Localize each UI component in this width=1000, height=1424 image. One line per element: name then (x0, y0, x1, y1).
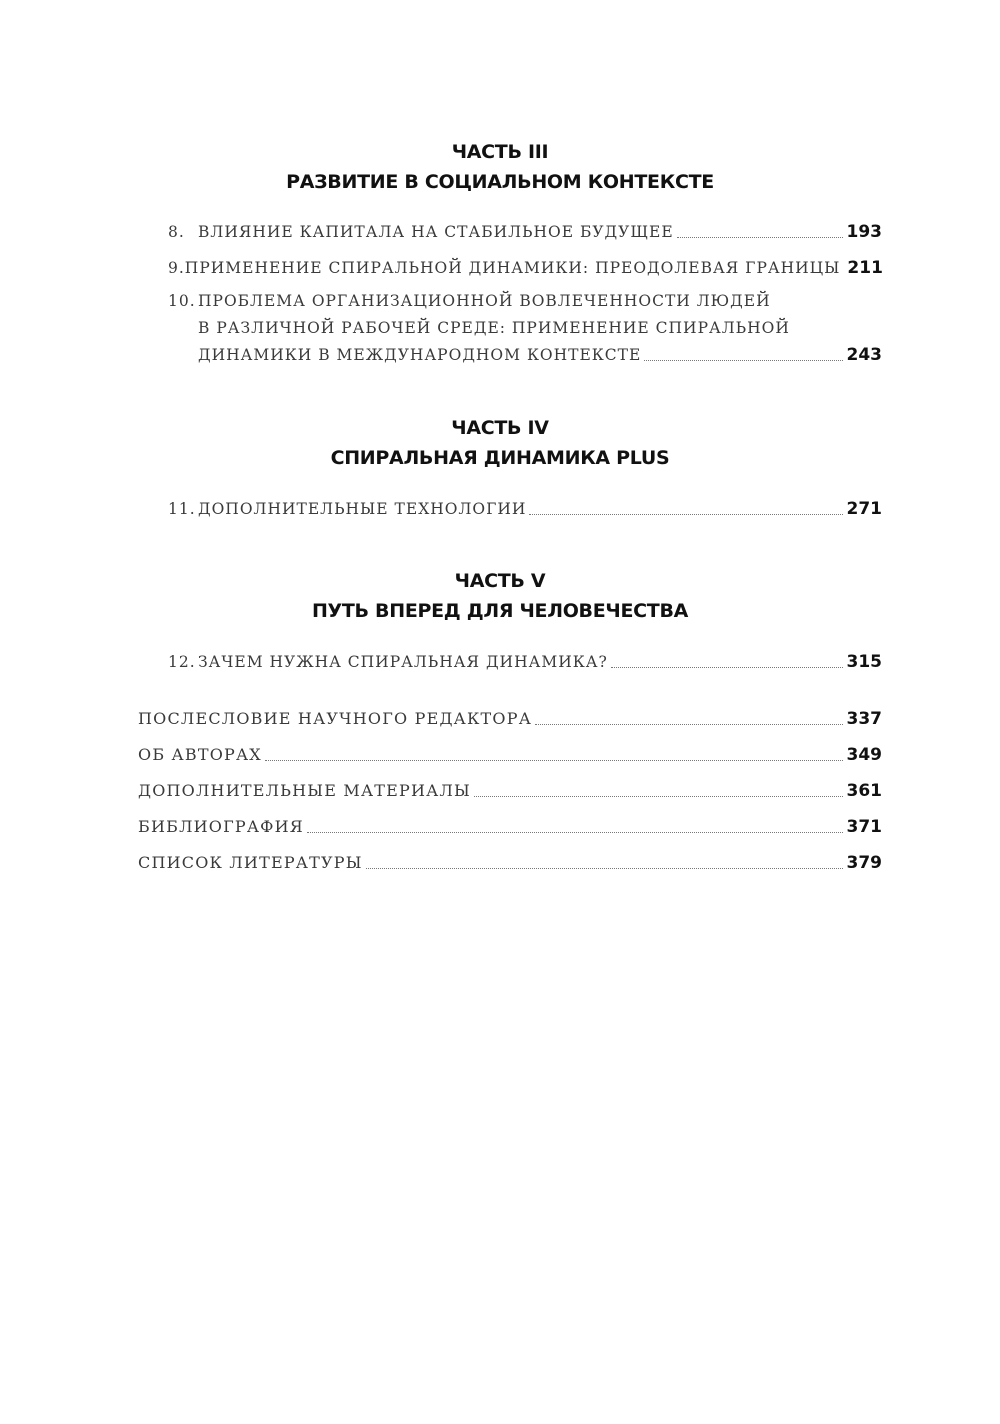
chapter-title: ВЛИЯНИЕ КАПИТАЛА НА СТАБИЛЬНОЕ БУДУЩЕЕ (198, 223, 674, 241)
part-5-title: ПУТЬ ВПЕРЕД ДЛЯ ЧЕЛОВЕЧЕСТВА (311, 600, 689, 622)
part-4-heading (0, 413, 1000, 473)
part-4-title: СПИРАЛЬНАЯ ДИНАМИКА PLUS (330, 447, 670, 469)
toc-entry-chapter-10[interactable] (168, 288, 790, 342)
part-5-label: ЧАСТЬ V (454, 570, 546, 592)
dot-leader (644, 359, 842, 361)
dot-leader (307, 831, 843, 833)
dot-leader (366, 867, 843, 869)
toc-entry-chapter-8[interactable] (168, 218, 882, 246)
chapter-number: 10. (168, 292, 196, 310)
part-3-label: ЧАСТЬ III (451, 141, 549, 163)
dot-leader (611, 666, 843, 668)
toc-entry-chapter-12[interactable] (168, 648, 882, 676)
toc-entry-chapter-11[interactable] (168, 495, 882, 523)
part-5-heading (0, 566, 1000, 626)
chapter-number: 9. (168, 259, 185, 277)
toc-entry-afterword[interactable] (138, 705, 882, 733)
entry-title: ОБ АВТОРАХ (138, 745, 262, 764)
dot-leader (265, 759, 843, 761)
chapter-title-line-3: ДИНАМИКИ В МЕЖДУНАРОДНОМ КОНТЕКСТЕ (198, 346, 642, 364)
chapter-number: 12. (168, 653, 196, 671)
chapter-title-line-1 (168, 288, 771, 315)
part-3-title: РАЗВИТИЕ В СОЦИАЛЬНОМ КОНТЕКСТЕ (286, 171, 714, 193)
chapter-title-line-2: В РАЗЛИЧНОЙ РАБОЧЕЙ СРЕДЕ: ПРИМЕНЕНИЕ СПИРАЛЬНОЙ (198, 319, 790, 337)
chapter-title: ПРИМЕНЕНИЕ СПИРАЛЬНОЙ ДИНАМИКИ: ПРЕОДОЛЕВАЯ ГРАНИЦЫ (184, 259, 841, 277)
toc-entry-about-authors[interactable] (138, 741, 882, 769)
toc-entry-chapter-10-last-line[interactable] (198, 341, 882, 369)
chapter-title: ЗАЧЕМ НУЖНА СПИРАЛЬНАЯ ДИНАМИКА? (198, 653, 608, 671)
dot-leader (474, 795, 843, 797)
toc-entry-chapter-9[interactable] (168, 254, 882, 282)
entry-title: ДОПОЛНИТЕЛЬНЫЕ МАТЕРИАЛЫ (138, 781, 471, 800)
chapter-title: ДОПОЛНИТЕЛЬНЫЕ ТЕХНОЛОГИИ (198, 500, 527, 518)
page-number: 371 (846, 817, 882, 837)
toc-entry-bibliography[interactable] (138, 813, 882, 841)
page-number: 193 (846, 222, 882, 242)
part-4-label: ЧАСТЬ IV (451, 417, 549, 439)
page-number: 349 (846, 745, 882, 765)
page-number: 243 (846, 345, 882, 365)
part-3-heading (0, 137, 1000, 197)
chapter-number: 8. (168, 223, 185, 241)
page-number: 379 (846, 853, 882, 873)
dot-leader (529, 513, 842, 515)
dot-leader (677, 236, 843, 238)
entry-title: ПОСЛЕСЛОВИЕ НАУЧНОГО РЕДАКТОРА (138, 709, 533, 728)
page-number: 271 (846, 499, 882, 519)
entry-title: СПИСОК ЛИТЕРАТУРЫ (138, 853, 363, 872)
chapter-title-text-1: ПРОБЛЕМА ОРГАНИЗАЦИОННОЙ ВОВЛЕЧЕННОСТИ ЛЮДЕЙ (198, 292, 771, 310)
chapter-number: 11. (168, 500, 196, 518)
page-number: 361 (846, 781, 882, 801)
page-number: 211 (847, 258, 883, 278)
entry-title: БИБЛИОГРАФИЯ (138, 817, 304, 836)
page-number: 315 (846, 652, 882, 672)
toc-entry-additional-materials[interactable] (138, 777, 882, 805)
toc-entry-references[interactable] (138, 849, 882, 877)
dot-leader (535, 723, 842, 725)
page-number: 337 (846, 709, 882, 729)
